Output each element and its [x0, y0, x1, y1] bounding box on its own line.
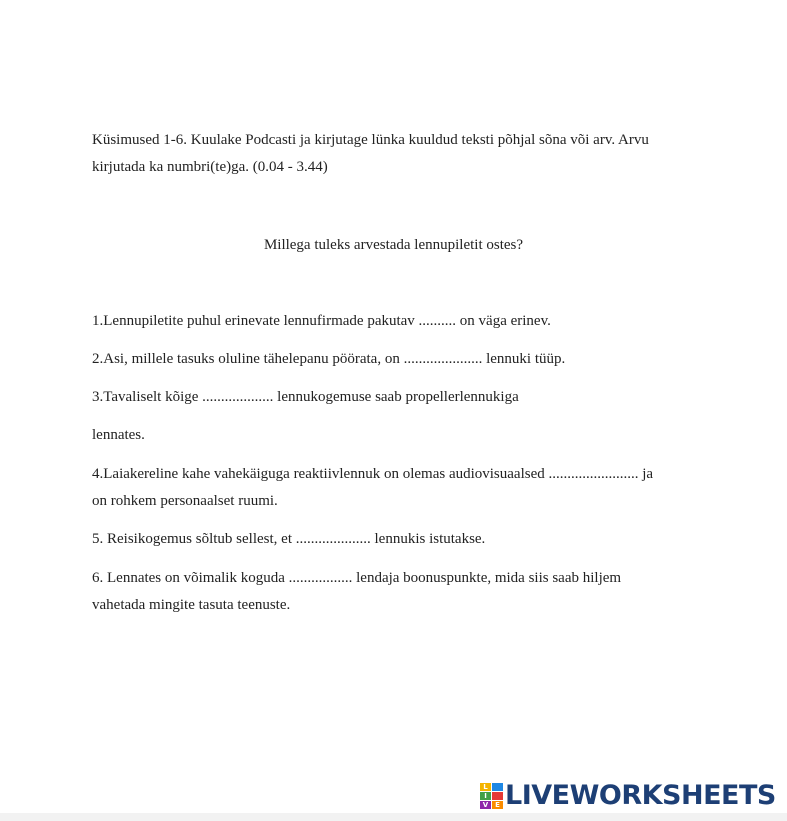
question-6	[92, 565, 621, 619]
instructions-line-1: Küsimused 1-6. Kuulake Podcasti ja kirjutage lünka kuuldud teksti põhjal sõna või arv. Arvu	[92, 132, 649, 148]
question-5: 5. Reisikogemus sõltub sellest, et .................... lennukis istutakse.	[92, 531, 486, 547]
worksheet-heading	[0, 232, 787, 259]
footer-bar	[0, 813, 787, 821]
logo-tile	[492, 792, 503, 800]
liveworksheets-logo[interactable]	[480, 782, 776, 810]
logo-tile: I	[480, 792, 491, 800]
logo-tile	[492, 783, 503, 791]
logo-tile: E	[492, 801, 503, 809]
liveworksheets-logo-icon	[480, 783, 503, 809]
question-4-line-2: on rohkem personaalset ruumi.	[92, 493, 278, 509]
instructions	[92, 127, 649, 181]
logo-tile: V	[480, 801, 491, 809]
question-6-line-2: vahetada mingite tasuta teenuste.	[92, 597, 291, 613]
question-4-line-1: 4.Laiakereline kahe vahekäiguga reaktiivlennuk on olemas audiovisuaalsed ........................ ja	[92, 466, 654, 482]
liveworksheets-logo-text: LIVEWORKSHEETS	[505, 780, 776, 811]
instructions-line-2: kirjutada ka numbri(te)ga. (0.04 - 3.44)	[92, 159, 328, 175]
question-4	[92, 461, 653, 515]
heading-text: Millega tuleks arvestada lennupiletit ostes?	[263, 237, 524, 253]
question-3: 3.Tavaliselt kõige ................... lennukogemuse saab propellerlennukiga	[92, 389, 519, 405]
question-2: 2.Asi, millele tasuks oluline tähelepanu pöörata, on ..................... lennuki tüüp.	[92, 351, 566, 367]
logo-tile: L	[480, 783, 491, 791]
question-1: 1.Lennupiletite puhul erinevate lennufirmade pakutav .......... on väga erinev.	[92, 313, 551, 329]
question-3-continued: lennates.	[92, 427, 145, 443]
question-6-line-1: 6. Lennates on võimalik koguda ................. lendaja boonuspunkte, mida siis saab hiljem	[92, 570, 622, 586]
